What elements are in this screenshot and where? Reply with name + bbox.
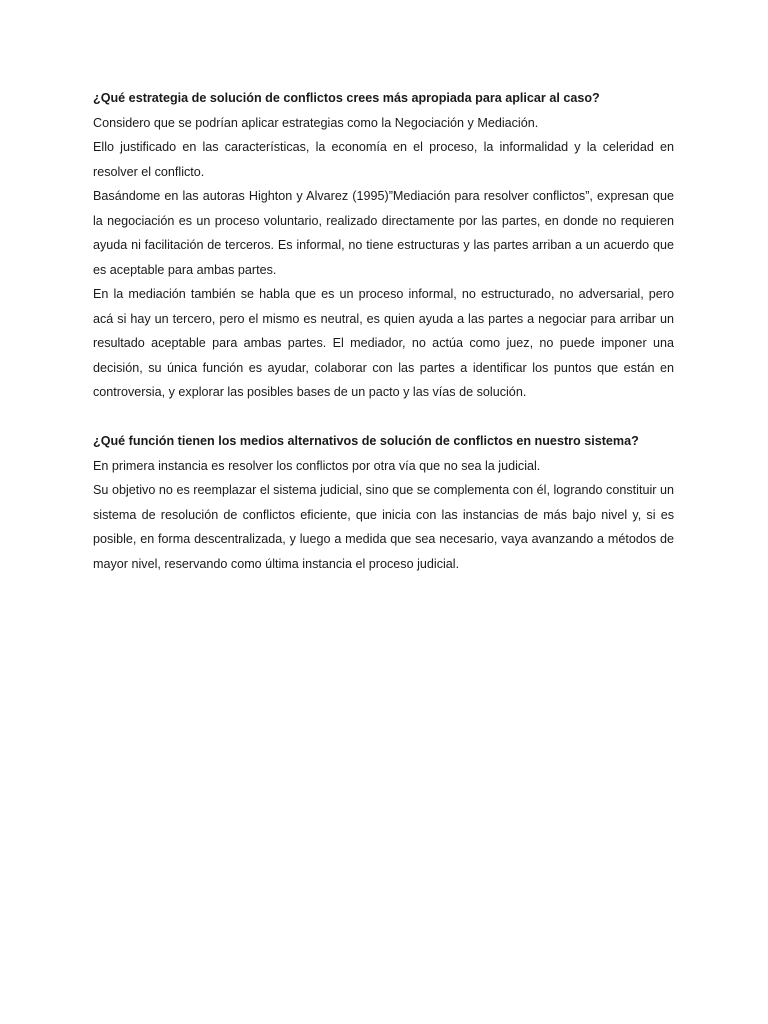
section2-paragraph: En primera instancia es resolver los conflictos por otra vía que no sea la judicial. (93, 458, 541, 473)
section-gap (93, 405, 674, 430)
section2-paragraph: Su objetivo no es reemplazar el sistema judicial, sino que se complementa con él, logrando constituir un sistema de resolución de conflictos eficiente, que inicia con las instancias de más bajo nivel y, si es posible, en forma descentralizada, y luego a medida que sea necesario, vaya avanzando a métodos de mayor nivel, reservando como última instancia el proceso judicial. (93, 483, 674, 571)
section2-question: ¿Qué función tienen los medios alternativos de solución de conflictos en nuestro sistema? (93, 434, 639, 448)
section1-paragraph: Ello justificado en las características, la economía en el proceso, la informalidad y la celeridad en resolver el conflicto. (93, 140, 674, 179)
section1-paragraph: Basándome en las autoras Highton y Alvarez (1995)”Mediación para resolver conflictos”, expresan que la negociación es un proceso voluntario, realizado directamente por las partes, en donde no requieren ayuda ni facilitación de terceros. Es informal, no tiene estructuras y las partes arriban a un acuerdo que es aceptable para ambas partes. (93, 189, 674, 277)
document-body (93, 86, 674, 576)
section1-question: ¿Qué estrategia de solución de conflictos crees más apropiada para aplicar al caso? (93, 91, 600, 105)
section1-paragraph: En la mediación también se habla que es un proceso informal, no estructurado, no adversarial, pero acá si hay un tercero, pero el mismo es neutral, es quien ayuda a las partes a negociar para arribar un resultado aceptable para ambas partes. El mediador, no actúa como juez, no puede imponer una decisión, su única función es ayudar, colaborar con las partes a identificar los puntos que están en controversia, y explorar las posibles bases de un pacto y las vías de solución. (93, 287, 674, 399)
section1-paragraph: Considero que se podrían aplicar estrategias como la Negociación y Mediación. (93, 115, 539, 130)
